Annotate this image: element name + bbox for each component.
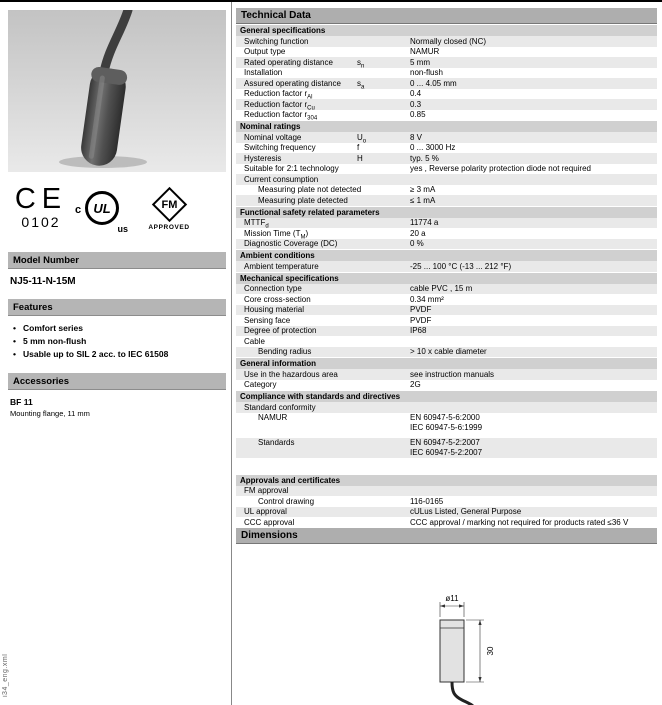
spec-label: Current consumption	[244, 174, 319, 184]
spec-label: CCC approval	[244, 517, 295, 527]
spec-value: Normally closed (NC)	[410, 36, 487, 46]
dimension-drawing-graphic	[398, 592, 538, 705]
spec-value: 0.34 mm²	[410, 294, 444, 304]
spacer	[236, 458, 657, 474]
spec-symbol: $s_n$	[357, 57, 365, 70]
spec-symbol: $U_o$	[357, 132, 367, 145]
spec-symbol	[357, 316, 410, 326]
spec-symbol	[357, 68, 410, 78]
spec-value: PVDF	[410, 305, 432, 314]
spec-symbol	[357, 284, 410, 294]
ul-c-prefix: c	[75, 204, 82, 216]
spec-symbol	[357, 164, 410, 174]
cul-us-mark	[74, 188, 130, 236]
spec-section-header: Mechanical specifications	[236, 273, 657, 284]
ce-notified-body-number: 0102	[21, 214, 61, 230]
spec-label: Bending radius	[258, 347, 312, 356]
spec-value	[410, 337, 657, 347]
feature-item: • Usable up to SIL 2 acc. to IEC 61508	[10, 348, 224, 361]
spec-symbol	[357, 438, 410, 457]
spec-symbol: f	[357, 143, 360, 152]
filename-side-text: i34_eng.xml	[2, 653, 9, 697]
spec-label: Diagnostic Coverage (DC)	[244, 239, 338, 248]
spec-row	[236, 89, 657, 100]
spec-symbol	[357, 175, 410, 185]
spec-symbol	[357, 403, 410, 413]
spec-value: 0.3	[410, 99, 422, 109]
spec-row	[236, 261, 657, 272]
model-number-value: NJ5-11-N-15M	[10, 276, 76, 287]
spec-row	[236, 315, 657, 326]
accessories-list	[8, 390, 226, 418]
spec-row	[236, 36, 657, 47]
spec-value: > 10 x cable diameter	[410, 347, 487, 356]
spec-symbol	[357, 37, 410, 47]
spec-symbol	[357, 218, 410, 228]
feature-item: • Comfort series	[10, 322, 224, 335]
spec-row	[236, 132, 657, 143]
dimension-drawing	[398, 592, 538, 705]
technical-data-table	[236, 25, 657, 528]
spec-row	[236, 507, 657, 518]
spec-value-line: IEC 60947-5-2:2007	[410, 447, 483, 457]
spec-row	[236, 380, 657, 391]
spec-row	[236, 496, 657, 507]
spec-value: 11774 a	[410, 218, 439, 227]
right-column	[236, 8, 657, 705]
spec-value-line: EN 60947-5-6:2000	[410, 413, 480, 422]
spec-section-header: Ambient conditions	[236, 250, 657, 261]
spec-value: 2G	[410, 380, 421, 389]
technical-data-header: Technical Data	[236, 8, 657, 24]
spec-row	[236, 438, 657, 458]
spec-label: Measuring plate not detected	[258, 185, 362, 194]
spec-value: 0.85	[410, 110, 426, 119]
length-dimension-label: 30	[486, 646, 495, 655]
spec-label: Reduction factor $r_{304}$	[244, 110, 318, 122]
features-header: Features	[8, 299, 226, 316]
spec-row	[236, 195, 657, 206]
spec-row	[236, 174, 657, 185]
spec-value	[410, 413, 657, 432]
spec-label: UL approval	[244, 507, 287, 516]
spec-label: Rated operating distance	[244, 57, 333, 67]
spec-label: Mission Time $(T_M)$	[244, 228, 309, 241]
spec-label: Reduction factor $r_{Al}$	[244, 89, 313, 101]
spec-label: Suitable for 2:1 technology	[244, 164, 339, 173]
spec-row	[236, 68, 657, 79]
features-list	[8, 316, 226, 361]
spec-symbol	[357, 185, 410, 195]
spec-label: Nominal voltage	[244, 132, 302, 142]
ul-letters: UL	[93, 200, 111, 216]
product-photo	[8, 10, 226, 172]
spec-row	[236, 218, 657, 229]
spec-label: FM approval	[244, 486, 289, 495]
spec-symbol	[357, 262, 410, 272]
spec-label: Control drawing	[258, 496, 315, 506]
spec-value: cable PVC , 15 m	[410, 284, 473, 293]
spec-row	[236, 57, 657, 68]
fm-diamond-icon	[151, 187, 186, 222]
spec-label: Reduction factor $r_{Cu}$	[244, 99, 315, 112]
spec-row	[236, 486, 657, 497]
spec-section-header: Compliance with standards and directives	[236, 391, 657, 402]
spec-label: Core cross-section	[244, 294, 311, 304]
spec-row	[236, 369, 657, 380]
spec-row	[236, 228, 657, 239]
dimensions-header: Dimensions	[236, 528, 657, 544]
spec-value: NAMUR	[410, 47, 440, 56]
spec-value-line: IEC 60947-5-6:1999	[410, 422, 483, 432]
spec-row	[236, 305, 657, 316]
spec-label: Use in the hazardous area	[244, 369, 338, 379]
model-number-header: Model Number	[8, 252, 226, 269]
spec-section-header: Functional safety related parameters	[236, 207, 657, 218]
ul-circle-icon	[85, 191, 119, 225]
spec-value: cULus Listed, General Purpose	[410, 507, 522, 516]
fm-approved-mark	[138, 186, 200, 231]
sensor-photo-graphic	[8, 10, 226, 172]
spec-label: Measuring plate detected	[258, 195, 348, 205]
spec-section-header: General specifications	[236, 25, 657, 36]
spec-row	[236, 413, 657, 433]
spec-row	[236, 336, 657, 347]
spec-label: Degree of protection	[244, 326, 317, 335]
spec-section-header: Nominal ratings	[236, 121, 657, 132]
spec-section-header: Approvals and certificates	[236, 475, 657, 486]
spec-symbol	[357, 305, 410, 315]
spec-row	[236, 143, 657, 154]
accessory-name: BF 11	[10, 397, 33, 407]
spec-label: Installation	[244, 68, 283, 77]
spec-symbol	[357, 370, 410, 380]
spec-value: ≥ 3 mA	[410, 185, 436, 194]
spec-symbol	[357, 518, 410, 528]
spec-value: 116-0165	[410, 496, 444, 506]
certification-marks	[8, 183, 226, 240]
spec-value: CCC approval / marking not required for products rated ≤36 V	[410, 517, 629, 527]
spec-symbol: H	[357, 153, 363, 163]
spec-value: yes , Reverse polarity protection diode not required	[410, 164, 591, 173]
spec-label: Ambient temperature	[244, 261, 319, 271]
spec-symbol	[357, 486, 410, 496]
spec-row	[236, 153, 657, 164]
spec-row	[236, 110, 657, 121]
spec-value: 5 mm	[410, 57, 430, 67]
spec-symbol	[357, 507, 410, 517]
spec-symbol	[357, 295, 410, 305]
spec-symbol	[357, 413, 410, 432]
fm-approved-label: APPROVED	[148, 224, 190, 231]
spec-value: typ. 5 %	[410, 153, 439, 163]
spec-value	[410, 486, 657, 496]
diameter-dimension-label: ø11	[445, 593, 459, 603]
spec-value	[410, 175, 657, 185]
spec-label: Connection type	[244, 284, 302, 293]
spec-row	[236, 284, 657, 295]
spec-symbol	[357, 380, 410, 390]
spec-symbol	[357, 110, 410, 120]
spec-label: Assured operating distance	[244, 78, 341, 88]
spec-value: 0 %	[410, 239, 424, 248]
spec-row	[236, 347, 657, 358]
spec-section-header: General information	[236, 358, 657, 369]
spec-row	[236, 402, 657, 413]
spec-symbol	[357, 337, 410, 347]
spec-value: -25 ... 100 °C (-13 ... 212 °F)	[410, 261, 512, 271]
accessories-header: Accessories	[8, 373, 226, 390]
spec-row	[236, 239, 657, 250]
spec-value-line: EN 60947-5-2:2007	[410, 438, 480, 447]
spec-symbol	[357, 347, 410, 357]
spec-row	[236, 78, 657, 89]
spec-row	[236, 185, 657, 196]
spec-label: Switching function	[244, 36, 309, 46]
spec-label: Switching frequency	[244, 143, 316, 152]
spec-value: ≤ 1 mA	[410, 195, 436, 205]
spec-label: Category	[244, 380, 277, 389]
spec-value: 8 V	[410, 132, 423, 142]
spec-row	[236, 164, 657, 175]
spec-label: $MTTF_d$	[244, 218, 269, 230]
spec-row	[236, 326, 657, 337]
spec-label: NAMUR	[258, 413, 288, 422]
spec-value: 0.4	[410, 89, 422, 98]
spec-symbol	[357, 497, 410, 507]
spec-value: IP68	[410, 326, 427, 335]
left-column	[8, 10, 226, 418]
accessory-description: Mounting flange, 11 mm	[10, 409, 90, 418]
column-divider	[231, 2, 232, 705]
spec-label: Hysteresis	[244, 153, 282, 163]
spec-row	[236, 517, 657, 528]
ce-mark	[8, 183, 74, 230]
feature-item: • 5 mm non-flush	[10, 335, 224, 348]
spec-symbol	[357, 47, 410, 57]
fm-letters: FM	[161, 198, 177, 211]
spec-value: 0 ... 4.05 mm	[410, 78, 457, 88]
spec-value	[410, 403, 657, 413]
spec-label: Cable	[244, 336, 265, 346]
spec-value: 20 a	[410, 228, 426, 238]
spec-symbol	[357, 196, 410, 206]
spec-label: Output type	[244, 47, 286, 56]
spec-value: 0 ... 3000 Hz	[410, 143, 456, 152]
spec-label: Housing material	[244, 305, 305, 314]
spec-row	[236, 47, 657, 58]
spec-symbol	[357, 239, 410, 249]
spec-symbol	[357, 229, 410, 239]
spec-symbol	[357, 89, 410, 99]
ce-mark-text: CE	[14, 183, 68, 215]
spec-value: non-flush	[410, 68, 443, 77]
spec-symbol: $s_a$	[357, 78, 365, 91]
spec-label: Standards	[258, 438, 295, 447]
spec-label: Standard conformity	[244, 402, 316, 412]
spec-value: PVDF	[410, 315, 432, 325]
spec-value: see instruction manuals	[410, 369, 495, 379]
spec-value	[410, 438, 657, 457]
spec-row	[236, 294, 657, 305]
spec-symbol	[357, 326, 410, 336]
spec-label: Sensing face	[244, 315, 291, 325]
spec-symbol	[357, 100, 410, 110]
spec-row	[236, 99, 657, 110]
ul-us-suffix: us	[117, 224, 128, 234]
